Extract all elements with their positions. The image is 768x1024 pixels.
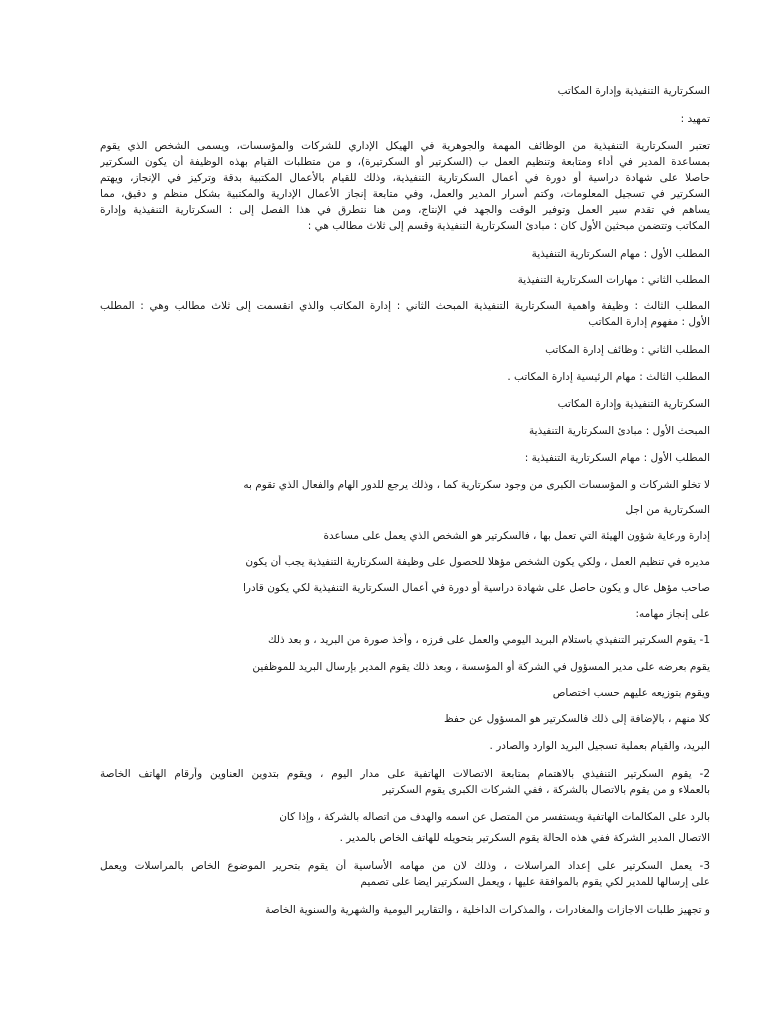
- body-line: و تجهيز طلبات الاجازات والمغادرات ، والمذكرات الداخلية ، والتقارير اليومية والشهرية والسنوية الخاصة: [265, 904, 710, 916]
- body-line: صاحب مؤهل عال و يكون حاصل على شهادة دراسية أو دورة في أعمال السكرتارية التنفيذية لكي يكون قادرا: [243, 582, 710, 594]
- body-line: بالرد على المكالمات الهاتفية ويستفسر من المتصل عن اسمه والهدف من اتصاله بالشركة ، وإذا كان: [279, 811, 710, 823]
- body-line: ويقوم بتوزيعه عليهم حسب اختصاص: [552, 687, 710, 699]
- body-line: الاتصال المدير الشركة ففي هذه الحالة يقوم السكرتير بتحويله للهاتف الخاص بالمدير .: [339, 832, 710, 844]
- intro-line: تعتبر السكرتارية التنفيذية من الوظائف المهمة والجوهرية في الهيكل الإداري للشركات والمؤسسات، ويسمى الشخص الذي يقوم: [100, 140, 710, 152]
- body-line: لا تخلو الشركات و المؤسسات الكبرى من وجود سكرتارية كما ، وذلك يرجع للدور الهام والفعال الذي تقوم به: [243, 479, 710, 491]
- body-line: البريد، والقيام بعملية تسجيل البريد الوارد والصادر .: [489, 740, 710, 752]
- numbered-item: 3- يعمل السكرتير على إعداد المراسلات ، وذلك لان من مهامه الأساسية أن يقوم بتحرير الموضوع الخاص بالمراسلات ويعمل: [100, 860, 710, 872]
- document-title: السكرتارية التنفيذية وإدارة المكاتب: [557, 85, 710, 97]
- outline-item: المطلب الثالث : مهام الرئيسية إدارة المكاتب .: [507, 371, 710, 383]
- outline-item: الأول : مفهوم إدارة المكاتب: [588, 316, 710, 328]
- numbered-item: بالعملاء و من يقوم بالاتصال بالشركة ، ففي الشركات الكبرى يقوم السكرتير: [382, 784, 710, 796]
- outline-item: المطلب الثاني : وظائف إدارة المكاتب: [545, 344, 710, 356]
- intro-label: تمهيد :: [680, 113, 710, 125]
- numbered-item: 2- يقوم السكرتير التنفيذي بالاهتمام بمتابعة الاتصالات الهاتفية على مدار اليوم ، ويقوم بتدوين العناوين وأرقام الهاتف الخاصة: [100, 768, 710, 780]
- body-line: السكرتارية من اجل: [625, 504, 710, 516]
- numbered-item: على إرسالها للمدير لكي يقوم بالموافقة عليها ، ويعمل السكرتير ايضا على تصميم: [360, 876, 710, 888]
- body-line: 1- يقوم السكرتير التنفيذي باستلام البريد اليومي والعمل على فرزه ، وأخذ صورة من البريد ، و بعد ذلك: [267, 634, 710, 646]
- intro-line: السكرتير في تسجيل المعلومات، وكتم أسرار المدير والعمل، وفي متابعة إنجاز الأعمال الإدارية والمكتبية بشكل منظم و دقيق، مما: [100, 188, 710, 200]
- outline-item: المطلب الأول : مهام السكرتارية التنفيذية: [531, 248, 710, 260]
- body-line: على إنجاز مهامه:: [635, 608, 710, 620]
- outline-item: المطلب الثالث : وظيفة واهمية السكرتارية التنفيذية المبحث الثاني : إدارة المكاتب والذي انقسمت إلى ثلاث مطالب وهي : المطلب: [100, 300, 710, 312]
- body-line: إدارة ورعاية شؤون الهيئة التي تعمل بها ، فالسكرتير هو الشخص الذي يعمل على مساعدة: [323, 530, 710, 542]
- section-heading: السكرتارية التنفيذية وإدارة المكاتب: [557, 398, 710, 410]
- intro-line: المكاتب وتتضمن مبحثين الأول كان : مبادئ السكرتارية التنفيذية وقسم إلى ثلاث مطالب هي :: [307, 220, 710, 232]
- body-line: مديره في تنظيم العمل ، ولكي يكون الشخص مؤهلا للحصول على وظيفة السكرتارية التنفيذية يجب أن يكون: [245, 556, 710, 568]
- outline-item: المطلب الثاني : مهارات السكرتارية التنفيذية: [517, 274, 710, 286]
- body-line: كلا منهم ، بالإضافة إلى ذلك فالسكرتير هو المسؤول عن حفظ: [443, 713, 710, 725]
- section-heading: المطلب الأول : مهام السكرتارية التنفيذية :: [524, 452, 710, 464]
- intro-line: يساهم في تقدم سير العمل وتوفير الوقت والجهد في الإنتاج، ومن هنا نتطرق في هذا الفصل إلى : السكرتارية التنفيذية وإدارة: [100, 204, 710, 216]
- section-heading: المبحث الأول : مبادئ السكرتارية التنفيذية: [529, 425, 710, 437]
- body-line: يقوم بعرضه على مدير المسؤول في الشركة أو المؤسسة ، وبعد ذلك يقوم المدير بإرسال البريد للموظفين: [252, 661, 710, 673]
- intro-line: حاصلا على شهادة دراسية أو دورة في أعمال السكرتارية التنفيذية، وذلك للقيام بالأعمال المكتبية بدقة وتركيز في الإنجاز، ويهتم: [100, 172, 710, 184]
- intro-line: بمساعدة المدير في أداء ومتابعة وتنظيم العمل ب (السكرتير أو السكرتيرة)، و من متطلبات القيام بهذه الوظيفة أن يكون السكرتير: [100, 156, 710, 168]
